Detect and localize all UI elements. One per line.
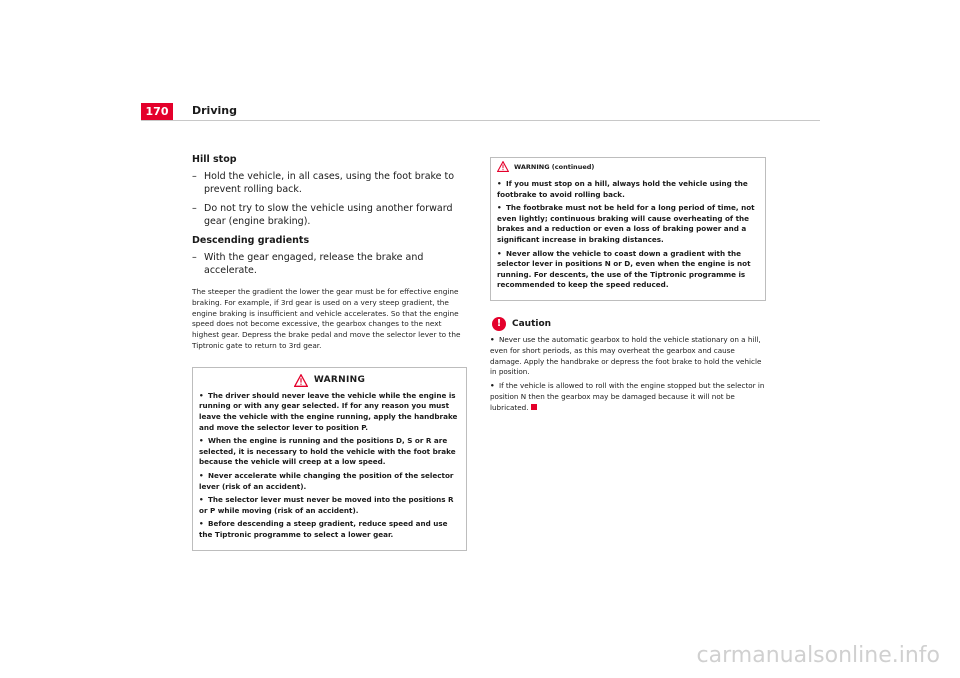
caution-header	[490, 317, 766, 331]
end-of-section-icon	[531, 404, 537, 410]
warning-item: • The selector lever must never be moved into the positions R or P while moving (risk of an accident).	[199, 495, 454, 515]
section-title: Driving	[192, 104, 237, 117]
body-paragraph: The steeper the gradient the lower the gear must be for effective engine braking. For example, if 3rd gear is used on a very steep gradient, the engine braking is insufficient and vehicle accelerates. So that the engine speed does not become excessive, the gearbox changes to the next highest gear. Depress the brake pedal and move the selector lever to the Tiptronic gate to return to 3rd gear.	[192, 287, 461, 350]
watermark: carmanualsonline.info	[696, 643, 940, 668]
warning-item: • Never allow the vehicle to coast down a gradient with the selector lever in positions N or D, even when the engine is not running. For descents, the use of the Tiptronic programme is recommended to keep the speed reduced.	[497, 248, 751, 290]
warning-item: • The footbrake must not be held for a long period of time, not even lightly; continuous braking will cause overheating of the brakes and a reduction or even a loss of braking power and a significant increase in braking distances.	[497, 203, 755, 244]
caution-section	[490, 317, 766, 414]
header-divider	[141, 120, 820, 121]
warning-label: WARNING	[313, 375, 366, 386]
warning-header	[193, 368, 466, 391]
warning-triangle-icon	[497, 161, 509, 172]
warning-item: • Never accelerate while changing the position of the selector lever (risk of an accident).	[199, 470, 454, 491]
caution-item: • If the vehicle is allowed to roll with the engine stopped but the selector in position N then the gearbox may be damaged because it will not be lubricated.	[490, 381, 765, 412]
caution-body	[490, 335, 766, 414]
descending-step: – With the gear engaged, release the brake and accelerate.	[192, 252, 424, 276]
hill-stop-step: – Do not try to slow the vehicle using another forward gear (engine braking).	[192, 203, 453, 227]
caution-exclamation-icon: !	[492, 317, 506, 331]
warning-item: • Before descending a steep gradient, reduce speed and use the Tiptronic programme to select a lower gear.	[199, 519, 448, 539]
hill-stop-step: – Hold the vehicle, in all cases, using the foot brake to prevent rolling back.	[192, 171, 455, 195]
descending-heading: Descending gradients	[192, 235, 310, 246]
warning-continued-box	[490, 157, 766, 301]
warning-item: • When the engine is running and the positions D, S or R are selected, it is necessary to hold the vehicle with the foot brake because the vehicle will creep at a low speed.	[199, 436, 456, 467]
right-column	[490, 157, 766, 417]
hill-stop-heading: Hill stop	[192, 154, 237, 165]
warning-continued-header	[491, 158, 765, 175]
page-number: 170	[141, 103, 173, 120]
warning-item: • If you must stop on a hill, always hold the vehicle using the footbrake to avoid rolling back.	[497, 179, 748, 199]
warning-box	[192, 367, 467, 551]
warning-continued-body	[491, 175, 765, 300]
warning-item: • The driver should never leave the vehicle while the engine is running or with any gear selected. If for any reason you must leave the vehicle with the engine running, apply the handbrake and move the selector lever to position P.	[199, 390, 458, 432]
caution-label: Caution	[512, 318, 552, 329]
left-column	[192, 153, 467, 551]
warning-body	[193, 391, 466, 550]
warning-continued-label: WARNING (continued)	[514, 162, 595, 171]
warning-triangle-icon	[294, 374, 308, 387]
caution-item: • Never use the automatic gearbox to hold the vehicle stationary on a hill, even for short periods, as this may overheat the gearbox and cause damage. Apply the handbrake or depress the foot brake to hold the vehicle in position.	[490, 334, 762, 377]
